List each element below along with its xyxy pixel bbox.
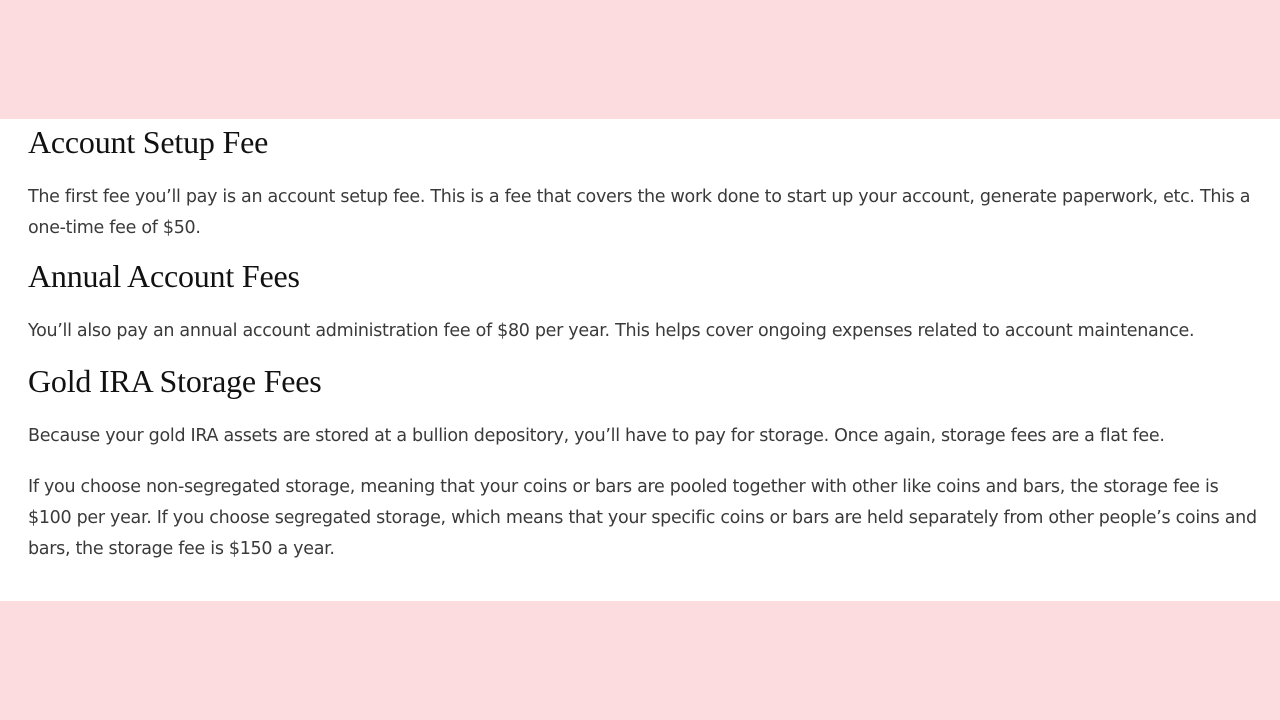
paragraph-storage-fees-options: If you choose non-segregated storage, meaning that your coins or bars are pooled together with other like coins and bars, the storage fee is $100 per year. If you choose segregated storage, which means that your specific coins or bars are held separately from other people’s coins and bars, the storage fee is $150 a year. (28, 477, 1257, 559)
paragraph-annual-account-fees: You’ll also pay an annual account administration fee of $80 per year. This helps cover ongoing expenses related to account maintenance. (28, 321, 1195, 341)
paragraph-account-setup-fee: The first fee you’ll pay is an account setup fee. This is a fee that covers the work done to start up your account, generate paperwork, etc. This a one-time fee of $50. (28, 187, 1251, 238)
heading-account-setup-fee: Account Setup Fee (28, 124, 269, 160)
heading-gold-ira-storage-fees: Gold IRA Storage Fees (28, 363, 322, 399)
article-content (0, 119, 1280, 601)
paragraph-storage-fees-intro: Because your gold IRA assets are stored at a bullion depository, you’ll have to pay for storage. Once again, storage fees are a flat fee. (28, 426, 1165, 446)
heading-annual-account-fees: Annual Account Fees (28, 258, 300, 294)
